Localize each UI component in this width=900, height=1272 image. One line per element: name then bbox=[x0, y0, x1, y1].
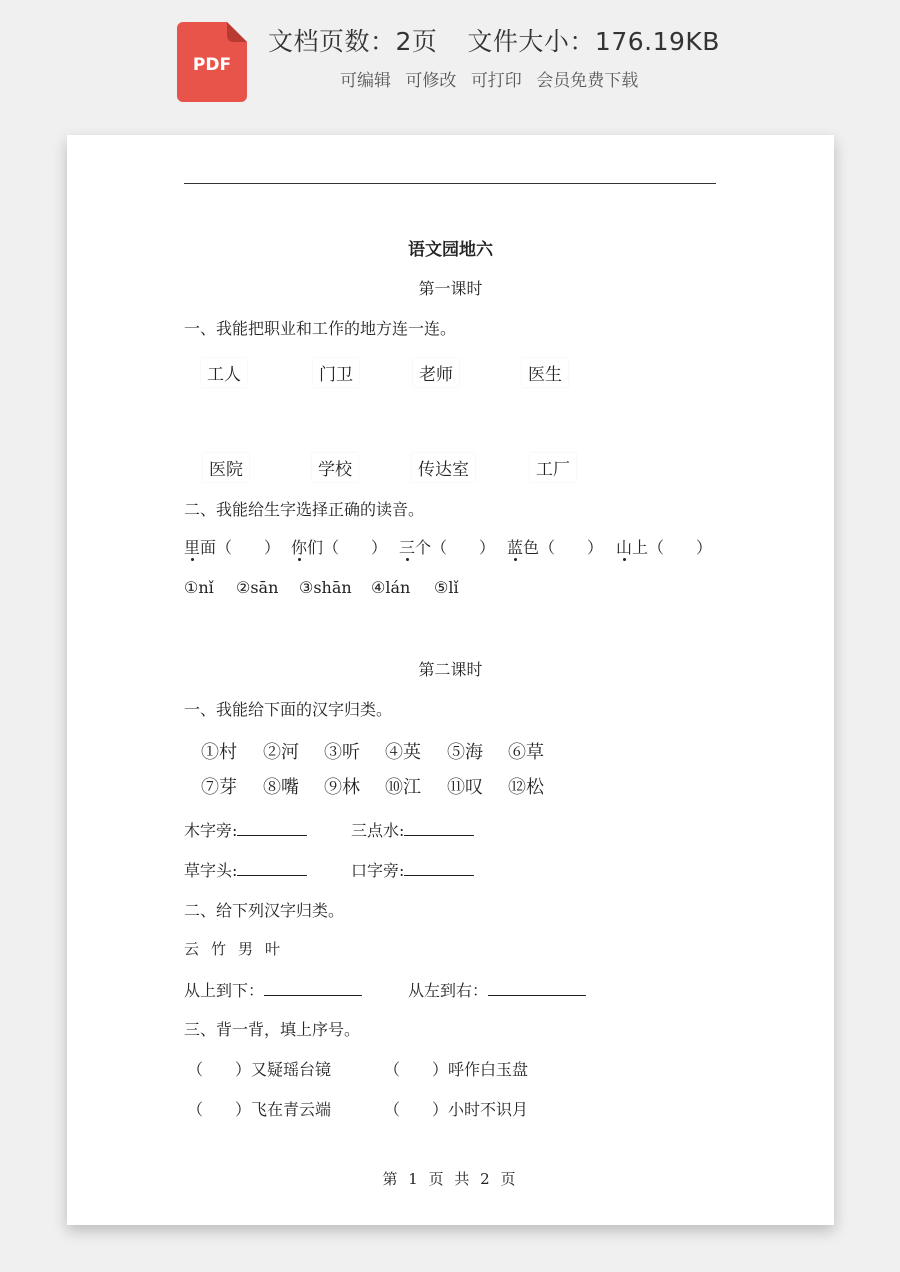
category-radical-mouth: 口字旁: bbox=[351, 858, 474, 881]
dotted-char: 你 bbox=[291, 538, 308, 557]
char-option: ⑩江 bbox=[385, 777, 421, 798]
job-item: 老师 bbox=[413, 358, 459, 387]
answer-blank[interactable] bbox=[404, 861, 474, 876]
pinyin-option: ⑤lǐ bbox=[434, 578, 459, 597]
char-option: ⑧嘴 bbox=[263, 777, 299, 798]
place-item: 学校 bbox=[312, 453, 358, 482]
lesson1-heading: 第一课时 bbox=[418, 279, 483, 298]
header-rule bbox=[184, 183, 716, 184]
dotted-char: 山 bbox=[616, 538, 633, 557]
tag-printable: 可打印 bbox=[470, 71, 522, 91]
place-item: 传达室 bbox=[412, 453, 475, 482]
category-radical-wood: 木字旁: bbox=[184, 818, 307, 841]
pinyin-question bbox=[399, 535, 495, 558]
job-item: 工人 bbox=[201, 358, 247, 387]
document-page bbox=[67, 135, 834, 1225]
tag-editable: 可编辑 bbox=[340, 71, 391, 91]
answer-blank[interactable] bbox=[237, 861, 307, 876]
char-option: ⑨林 bbox=[324, 777, 360, 798]
feature-tags bbox=[340, 66, 647, 91]
pinyin-blank: 们（ ） bbox=[307, 538, 388, 557]
place-item: 工厂 bbox=[530, 453, 576, 482]
document-info-banner bbox=[0, 0, 900, 120]
structure-left-right: 从左到右： bbox=[408, 978, 586, 1001]
char-option: ②河 bbox=[263, 742, 299, 763]
lesson2-q3-prompt: 三、背一背，填上序号。 bbox=[184, 1020, 361, 1039]
lesson2-q1-prompt: 一、我能给下面的汉字归类。 bbox=[184, 700, 393, 719]
answer-blank[interactable] bbox=[237, 821, 307, 836]
pinyin-option: ③shān bbox=[299, 578, 352, 597]
answer-blank[interactable] bbox=[404, 821, 474, 836]
lesson2-q2-prompt: 二、给下列汉字归类。 bbox=[184, 901, 345, 920]
pinyin-question bbox=[184, 535, 280, 558]
char-option: ⑥草 bbox=[508, 742, 544, 763]
page-footer: 第 1 页 共 2 页 bbox=[382, 1170, 519, 1188]
pinyin-blank: 面（ ） bbox=[200, 538, 281, 557]
dotted-char: 蓝 bbox=[507, 538, 524, 557]
pinyin-option: ④lán bbox=[371, 578, 411, 597]
char-option: ⑤海 bbox=[447, 742, 483, 763]
pinyin-blank: 色（ ） bbox=[523, 538, 604, 557]
dotted-char: 里 bbox=[184, 538, 201, 557]
document-info bbox=[268, 22, 720, 58]
pinyin-question bbox=[616, 535, 712, 558]
pdf-icon-label: PDF bbox=[192, 55, 232, 75]
place-item: 医院 bbox=[203, 453, 249, 482]
char-option: ③听 bbox=[324, 742, 360, 763]
page-count: 文档页数：2页 bbox=[268, 27, 438, 56]
job-item: 医生 bbox=[522, 358, 568, 387]
file-size: 文件大小：176.19KB bbox=[467, 27, 720, 56]
poem-line: （ ）飞在青云端 bbox=[187, 1100, 332, 1119]
pinyin-option: ①nǐ bbox=[184, 578, 214, 597]
page-title: 语文园地六 bbox=[408, 240, 493, 260]
lesson1-q1-prompt: 一、我能把职业和工作的地方连一连。 bbox=[184, 319, 457, 338]
char-option: ①村 bbox=[201, 742, 237, 763]
character-list: 云竹男叶 bbox=[184, 940, 293, 958]
category-radical-water: 三点水: bbox=[351, 818, 474, 841]
answer-blank[interactable] bbox=[488, 981, 586, 996]
char-option: ⑪叹 bbox=[447, 777, 483, 798]
category-radical-grass: 草字头: bbox=[184, 858, 307, 881]
job-item: 门卫 bbox=[313, 358, 359, 387]
lesson1-q2-prompt: 二、我能给生字选择正确的读音。 bbox=[184, 500, 425, 519]
lesson2-heading: 第二课时 bbox=[418, 660, 483, 679]
pinyin-blank: 上（ ） bbox=[632, 538, 713, 557]
dotted-char: 三 bbox=[399, 538, 416, 557]
char-option: ⑦芽 bbox=[201, 777, 237, 798]
pinyin-option: ②sān bbox=[236, 578, 279, 597]
tag-modifiable: 可修改 bbox=[405, 71, 457, 91]
pinyin-question bbox=[291, 535, 387, 558]
char-option: ④英 bbox=[385, 742, 421, 763]
pinyin-blank: 个（ ） bbox=[415, 538, 496, 557]
answer-blank[interactable] bbox=[264, 981, 362, 996]
char-option: ⑫松 bbox=[508, 777, 544, 798]
poem-line: （ ）小时不识月 bbox=[384, 1100, 529, 1119]
structure-top-bottom: 从上到下： bbox=[184, 978, 362, 1001]
tag-member-download: 会员免费下载 bbox=[536, 71, 639, 91]
poem-line: （ ）又疑瑶台镜 bbox=[187, 1060, 332, 1079]
pinyin-question bbox=[507, 535, 603, 558]
pdf-file-icon bbox=[177, 22, 247, 102]
poem-line: （ ）呼作白玉盘 bbox=[384, 1060, 529, 1079]
